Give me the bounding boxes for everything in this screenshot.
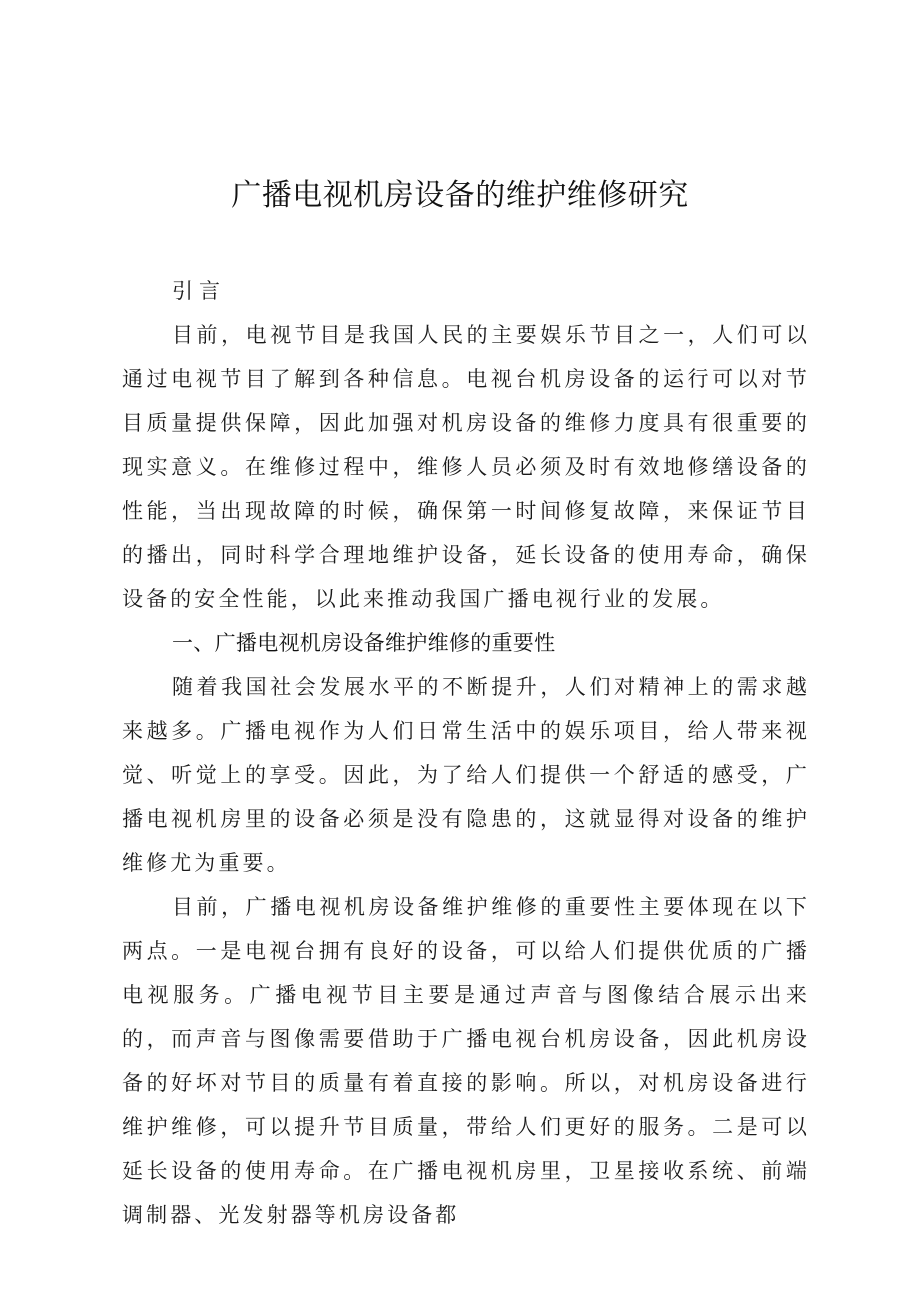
- section-paragraph-1: 随着我国社会发展水平的不断提升，人们对精神上的需求越来越多。广播电视作为人们日常生活中的娱乐项目，给人带来视觉、听觉上的享受。因此，为了给人们提供一个舒适的感受，广播电视机房里的设备必须是没有隐患的，这就显得对设备的维护维修尤为重要。: [122, 675, 810, 875]
- document-body: [122, 269, 810, 1237]
- document-title: 广播电视机房设备的维护维修研究: [231, 178, 689, 213]
- section-paragraph-2: 目前，广播电视机房设备维护维修的重要性主要体现在以下两点。一是电视台拥有良好的设备，可以给人们提供优质的广播电视服务。广播电视节目主要是通过声音与图像结合展示出来的，而声音与图像需要借助于广播电视台机房设备，因此机房设备的好坏对节目的质量有着直接的影响。所以，对机房设备进行维护维修，可以提升节目质量，带给人们更好的服务。二是可以延长设备的使用寿命。在广播电视机房里，卫星接收系统、前端调制器、光发射器等机房设备都: [122, 895, 810, 1227]
- intro-label: 引言: [172, 279, 226, 303]
- section-heading: 一、广播电视机房设备维护维修的重要性: [172, 631, 556, 655]
- intro-paragraph: 目前，电视节目是我国人民的主要娱乐节目之一，人们可以通过电视节目了解到各种信息。电视台机房设备的运行可以对节目质量提供保障，因此加强对机房设备的维修力度具有很重要的现实意义。在维修过程中，维修人员必须及时有效地修缮设备的性能，当出现故障的时候，确保第一时间修复故障，来保证节目的播出，同时科学合理地维护设备，延长设备的使用寿命，确保设备的安全性能，以此来推动我国广播电视行业的发展。: [122, 323, 810, 611]
